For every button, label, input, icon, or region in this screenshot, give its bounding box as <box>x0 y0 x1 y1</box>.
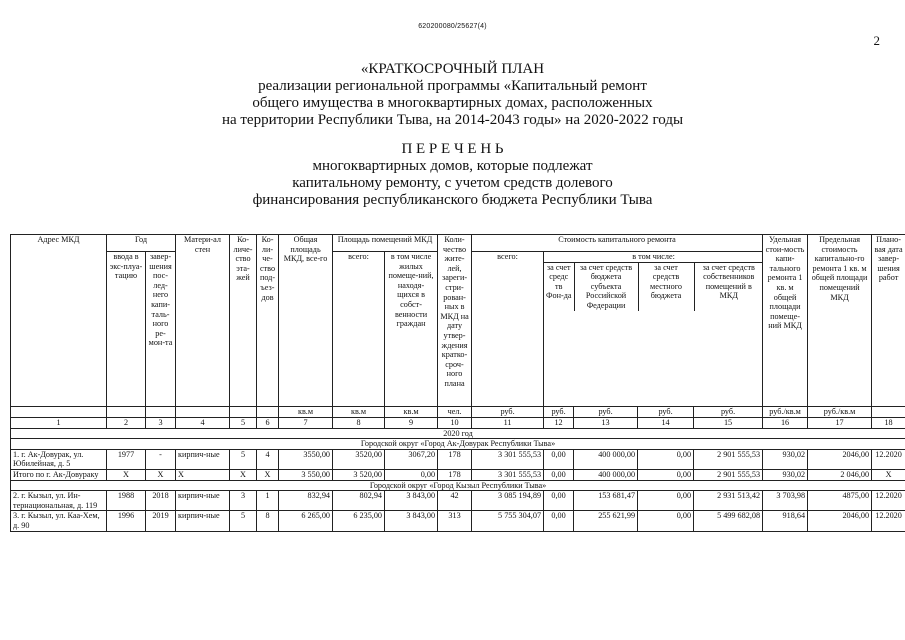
list-heading: П Е Р Е Ч Е Н Ь <box>401 141 504 157</box>
cell-cost-fund: 0,00 <box>544 511 574 531</box>
column-numbers-row <box>11 418 905 429</box>
table-row <box>11 469 905 480</box>
column-number-4: 4 <box>176 418 230 429</box>
cell-planned-date: 12.2020 <box>872 511 905 531</box>
cell-premises-total: 3520,00 <box>333 449 385 469</box>
cell-entrances: Х <box>257 469 279 480</box>
cell-floors: Х <box>230 469 257 480</box>
column-number-15: 15 <box>694 418 763 429</box>
header-cost-total: всего: <box>472 252 544 407</box>
cell-year-last-repair: 2019 <box>146 511 176 531</box>
header-max-cost: Предельная стоимость капитально-го ремонта 1 кв. м общей площади помещений МКД <box>808 235 872 407</box>
cell-premises-total: 802,94 <box>333 491 385 511</box>
column-number-5: 5 <box>230 418 257 429</box>
cell-max-cost: 2 046,00 <box>808 469 872 480</box>
unit-residents: чел. <box>438 407 472 418</box>
header-cost-subject: за счет средств бюджета субъекта Российской Федерации <box>574 262 638 310</box>
group-heading: Городской округ «Город Ак-Довурак Республики Тыва» <box>11 439 905 450</box>
cell-premises-residential: 3 843,00 <box>385 491 438 511</box>
cell-cost-subject: 153 681,47 <box>574 491 638 511</box>
unit-address <box>11 407 107 418</box>
cell-residents: 178 <box>438 449 472 469</box>
cell-cost-subject: 400 000,00 <box>574 449 638 469</box>
header-floors: Ко-личе-ство эта-жей <box>230 235 257 407</box>
cell-cost-total: 3 301 555,53 <box>472 469 544 480</box>
cell-residents: 42 <box>438 491 472 511</box>
cell-floors: 5 <box>230 449 257 469</box>
cell-unit-cost: 918,64 <box>763 511 808 531</box>
cell-cost-fund: 0,00 <box>544 449 574 469</box>
cell-address: 3. г. Кызыл, ул. Каа-Хем, д. 90 <box>11 511 107 531</box>
list-subtitle-line-3: финансирования республиканского бюджета Республики Тыва <box>252 192 653 208</box>
header-cost-fund: за счет средс тв Фон-да <box>544 262 574 310</box>
header-premises-area: Площадь помещений МКД <box>333 235 438 252</box>
column-number-9: 9 <box>385 418 438 429</box>
cell-total-area: 832,94 <box>279 491 333 511</box>
cell-premises-total: 6 235,00 <box>333 511 385 531</box>
cell-premises-total: 3 520,00 <box>333 469 385 480</box>
column-number-1: 1 <box>11 418 107 429</box>
column-number-12: 12 <box>544 418 574 429</box>
cell-premises-residential: 3 843,00 <box>385 511 438 531</box>
cell-premises-residential: 3067,20 <box>385 449 438 469</box>
header-cost-incl: в том числе: <box>544 252 763 262</box>
unit-cost-local: руб. <box>638 407 694 418</box>
cell-cost-owners: 2 901 555,53 <box>694 469 763 480</box>
cell-year-last-repair: - <box>146 449 176 469</box>
header-year-last-repair: завер-шения пос-лед-него капи-таль-ного ре-мон-та <box>146 252 176 407</box>
table-row <box>11 491 905 511</box>
cell-entrances: 1 <box>257 491 279 511</box>
unit-cost-total: руб. <box>472 407 544 418</box>
cell-year-commission: 1977 <box>107 449 146 469</box>
cell-unit-cost: 930,02 <box>763 449 808 469</box>
cell-cost-subject: 400 000,00 <box>574 469 638 480</box>
column-number-16: 16 <box>763 418 808 429</box>
cell-address: 2. г. Кызыл, ул. Ин-тернациональная, д. 119 <box>11 491 107 511</box>
header-residents: Коли-чество жите-лей, зареги-стри-рован-ных в МКД на дату утвер-ждения кратко-сроч-ного плана <box>438 235 472 407</box>
cell-year-commission: 1988 <box>107 491 146 511</box>
cell-unit-cost: 3 703,98 <box>763 491 808 511</box>
units-row <box>11 407 905 418</box>
column-number-11: 11 <box>472 418 544 429</box>
cell-wall-material: кирпич-ные <box>176 449 230 469</box>
unit-total-area: кв.м <box>279 407 333 418</box>
cell-total-area: 6 265,00 <box>279 511 333 531</box>
cell-cost-total: 5 755 304,07 <box>472 511 544 531</box>
cell-wall-material: Х <box>176 469 230 480</box>
column-number-13: 13 <box>574 418 638 429</box>
cell-cost-total: 3 085 194,89 <box>472 491 544 511</box>
column-number-18: 18 <box>872 418 905 429</box>
header-entrances: Ко-ли-че-ство под-ъез-дов <box>257 235 279 407</box>
cell-address: Итого по г. Ак-Довураку <box>11 469 107 480</box>
cell-cost-local: 0,00 <box>638 511 694 531</box>
cell-cost-owners: 2 901 555,53 <box>694 449 763 469</box>
table-row <box>11 511 905 531</box>
column-number-3: 3 <box>146 418 176 429</box>
cell-cost-fund: 0,00 <box>544 491 574 511</box>
cell-year-last-repair: 2018 <box>146 491 176 511</box>
plan-title-line-2: реализации региональной программы «Капитальный ремонт <box>258 78 647 94</box>
group-heading: Городской округ «Город Кызыл Республики Тыва» <box>11 480 905 491</box>
header-premises-residential: в том числе жилых помеще-ний, находя-щихся в собст-венности граждан <box>385 252 438 407</box>
unit-max-cost: руб./кв.м <box>808 407 872 418</box>
cell-cost-local: 0,00 <box>638 491 694 511</box>
column-number-14: 14 <box>638 418 694 429</box>
cell-address: 1. г. Ак-Довурак, ул. Юбилейная, д. 5 <box>11 449 107 469</box>
cell-cost-fund: 0,00 <box>544 469 574 480</box>
plan-title-line-1: «КРАТКОСРОЧНЫЙ ПЛАН <box>360 61 545 77</box>
header-wall-material: Матери-ал стен <box>176 235 230 407</box>
cell-year-commission: Х <box>107 469 146 480</box>
unit-premises-residential: кв.м <box>385 407 438 418</box>
column-number-17: 17 <box>808 418 872 429</box>
cell-entrances: 4 <box>257 449 279 469</box>
cell-planned-date: 12.2020 <box>872 491 905 511</box>
table-row <box>11 449 905 469</box>
cell-year-last-repair: Х <box>146 469 176 480</box>
header-cost-breakdown <box>544 252 763 407</box>
unit-wall-material <box>176 407 230 418</box>
list-subtitle-line-2: капитальному ремонту, с учетом средств долевого <box>292 175 613 191</box>
cell-max-cost: 4875,00 <box>808 491 872 511</box>
cell-residents: 313 <box>438 511 472 531</box>
cell-cost-local: 0,00 <box>638 469 694 480</box>
header-year: Год <box>107 235 176 252</box>
unit-premises-total: кв.м <box>333 407 385 418</box>
cell-cost-local: 0,00 <box>638 449 694 469</box>
header-premises-total: всего: <box>333 252 385 407</box>
cell-floors: 5 <box>230 511 257 531</box>
page-number: 2 <box>873 33 880 48</box>
header-unit-cost: Удельная стои-мость капи-тального ремонта 1 кв. м общей площади помеще-ний МКД <box>763 235 808 407</box>
cell-cost-owners: 2 931 513,42 <box>694 491 763 511</box>
column-number-6: 6 <box>257 418 279 429</box>
header-total-area: Общая площадь МКД, все-го <box>279 235 333 407</box>
column-number-2: 2 <box>107 418 146 429</box>
list-subtitle-line-1: многоквартирных домов, которые подлежат <box>312 158 593 174</box>
cell-cost-subject: 255 621,99 <box>574 511 638 531</box>
cell-max-cost: 2046,00 <box>808 449 872 469</box>
header-planned-date: Плано-вая дата завер-шения работ <box>872 235 905 407</box>
cell-floors: 3 <box>230 491 257 511</box>
unit-year-commission <box>107 407 146 418</box>
unit-cost-owners: руб. <box>694 407 763 418</box>
header-cost-local: за счет средств местного бюджета <box>638 262 694 310</box>
cell-cost-total: 3 301 555,53 <box>472 449 544 469</box>
unit-cost-subject: руб. <box>574 407 638 418</box>
cell-cost-owners: 5 499 682,08 <box>694 511 763 531</box>
column-number-8: 8 <box>333 418 385 429</box>
cell-planned-date: Х <box>872 469 905 480</box>
header-cost-owners: за счет средств собственников помещений в МКД <box>702 262 755 301</box>
cell-premises-residential: 0,00 <box>385 469 438 480</box>
document-code: 620200080/25627(4) <box>418 23 487 30</box>
unit-cost-fund: руб. <box>544 407 574 418</box>
cell-max-cost: 2046,00 <box>808 511 872 531</box>
column-number-7: 7 <box>279 418 333 429</box>
unit-unit-cost: руб./кв.м <box>763 407 808 418</box>
header-year-commission: ввода в экс-плуа-тацию <box>107 252 146 407</box>
header-repair-cost: Стоимость капитального ремонта <box>472 235 763 252</box>
plan-title-line-4: на территории Республики Тыва, на 2014-2043 годы» на 2020-2022 годы <box>221 112 684 128</box>
cell-year-commission: 1996 <box>107 511 146 531</box>
plan-title-line-3: общего имущества в многоквартирных домах, расположенных <box>252 95 653 111</box>
column-number-10: 10 <box>438 418 472 429</box>
repair-list-table <box>10 234 905 532</box>
cell-unit-cost: 930,02 <box>763 469 808 480</box>
cell-total-area: 3 550,00 <box>279 469 333 480</box>
unit-entrances <box>257 407 279 418</box>
cell-wall-material: кирпич-ные <box>176 511 230 531</box>
year-section: 2020 год <box>11 428 905 439</box>
cell-wall-material: кирпич-ные <box>176 491 230 511</box>
unit-planned-date <box>872 407 905 418</box>
unit-year-last-repair <box>146 407 176 418</box>
title-block <box>0 61 905 209</box>
cell-total-area: 3550,00 <box>279 449 333 469</box>
unit-floors <box>230 407 257 418</box>
cell-residents: 178 <box>438 469 472 480</box>
cell-entrances: 8 <box>257 511 279 531</box>
cell-planned-date: 12.2020 <box>872 449 905 469</box>
header-address: Адрес МКД <box>11 235 107 407</box>
